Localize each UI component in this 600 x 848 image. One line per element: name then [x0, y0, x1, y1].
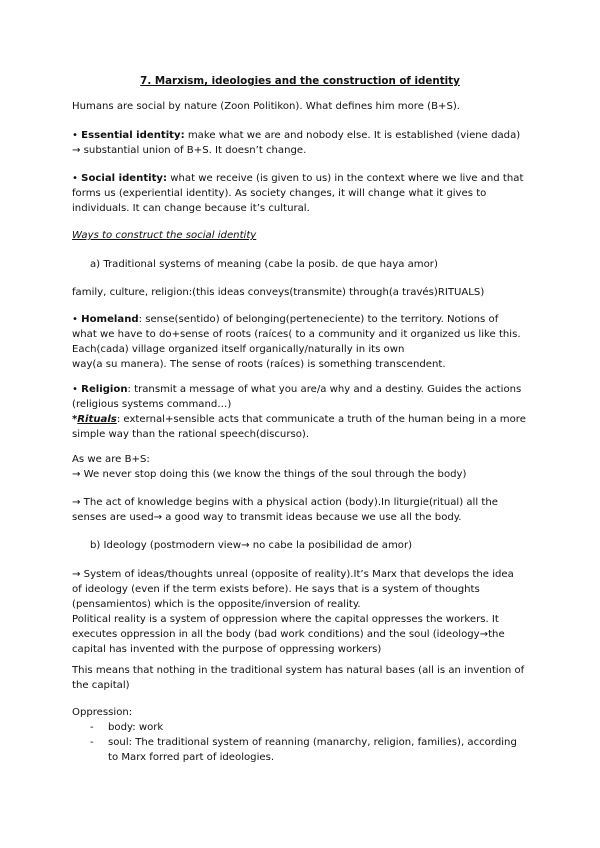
ideology-paragraph [72, 567, 530, 657]
means-paragraph [72, 663, 530, 693]
ideology-line-2: of ideology (even if the term exists before). He says that is a system of thoughts [72, 584, 480, 595]
rituals-label: Rituals [77, 414, 117, 425]
list-item-text: soul: The traditional system of reanning (manarchy, religion, families), according [108, 737, 517, 748]
homeland-paragraph [72, 312, 530, 372]
religion-line-3 [72, 412, 530, 427]
section-b-heading: b) Ideology (postmodern view→ no cabe la posibilidad de amor) [90, 540, 413, 551]
religion-paragraph [72, 382, 530, 442]
intro-paragraph [72, 99, 530, 114]
homeland-label: Homeland [81, 314, 139, 325]
ideology-line-4: Political reality is a system of oppression where the capital oppresses the workers. It [72, 614, 499, 625]
rituals-star: * [72, 414, 78, 425]
family-paragraph [72, 285, 530, 300]
list-dash: - [90, 722, 94, 733]
list-item-text: body: work [108, 722, 164, 733]
oppression-list [72, 720, 530, 768]
means-line-1: This means that nothing in the traditional system has natural bases (all is an invention of [72, 665, 525, 676]
ideology-line-6: capital has invented with the purpose of oppressing workers) [72, 644, 382, 655]
religion-line-1-text: : transmit a message of what you are/a why and a destiny. Guides the actions [127, 384, 522, 395]
homeland-line-2: what we have to do+sense of roots (raíces( to a community and it organized us like this. [72, 329, 521, 340]
list-item-text-line-2: to Marx forred part of ideologies. [108, 752, 275, 763]
knowledge-paragraph [72, 495, 530, 525]
homeland-line-3: Each(cada) village organized itself organically/naturally in its own [72, 344, 405, 355]
family-line: family, culture, religion:(this ideas conveys(transmite) through(a través)RITUALS) [72, 287, 485, 298]
social-line-2: forms us (experiential identity). As society changes, it will change what it gives to [72, 188, 487, 199]
essential-identity-paragraph [72, 128, 530, 158]
knowledge-line-2: senses are used→ a good way to transmit ideas because we use all the body. [72, 512, 462, 523]
ways-heading-block [72, 228, 530, 243]
bs-line-1: As we are B+S: [72, 454, 150, 465]
religion-line-1: • Religion: transmit a message of what you are/a why and a destiny. Guides the actions [72, 384, 522, 395]
homeland-line-4: way(a su manera). The sense of roots (raíces) is something transcendent. [72, 359, 446, 370]
section-a-heading: a) Traditional systems of meaning (cabe la posib. de que haya amor) [90, 259, 438, 270]
essential-line-1: • Essential identity: make what we are and nobody else. It is established (viene dada) [72, 130, 521, 141]
page-title: 7. Marxism, ideologies and the construction of identity [140, 75, 460, 87]
ideology-line-3: (pensamientos) which is the opposite/inversion of reality. [72, 599, 361, 610]
knowledge-line-1: → The act of knowledge begins with a physical action (body).In liturgie(ritual) all the [72, 497, 498, 508]
list-dash: - [90, 737, 94, 748]
essential-line-2: → substantial union of B+S. It doesn’t change. [72, 145, 307, 156]
social-identity-paragraph [72, 171, 530, 216]
essential-label: Essential identity: [81, 130, 185, 141]
ways-heading: Ways to construct the social identity [72, 230, 257, 241]
religion-label: Religion [81, 384, 128, 395]
social-line-3: individuals. It can change because it’s cultural. [72, 203, 310, 214]
homeland-line-1-text: : sense(sentido) of belonging(perteneciente) to the territory. Notions of [138, 314, 499, 325]
bs-paragraph [72, 452, 530, 482]
religion-line-2: (religious systems command…) [72, 399, 232, 410]
religion-line-3-text: : external+sensible acts that communicate a truth of the human being in a more [116, 414, 526, 425]
social-label: Social identity: [81, 173, 168, 184]
oppression-heading: Oppression: [72, 707, 133, 718]
homeland-line-1: • Homeland: sense(sentido) of belonging(perteneciente) to the territory. Notions of [72, 314, 499, 325]
social-line-1: • Social identity: what we receive (is given to us) in the context where we live and that [72, 173, 524, 184]
social-line-1-text: what we receive (is given to us) in the context where we live and that [167, 173, 524, 184]
essential-line-1-text: make what we are and nobody else. It is established (viene dada) [184, 130, 521, 141]
intro-text: Humans are social by nature (Zoon Politikon). What defines him more (B+S). [72, 101, 461, 112]
ideology-line-1: → System of ideas/thoughts unreal (opposite of reality).It’s Marx that develops the idea [72, 569, 514, 580]
bs-line-2: → We never stop doing this (we know the things of the soul through the body) [72, 469, 467, 480]
oppression-heading-block [72, 705, 530, 720]
means-line-2: the capital) [72, 680, 130, 691]
ideology-line-5: executes oppression in all the body (bad work conditions) and the soul (ideology→the [72, 629, 505, 640]
religion-line-4: simple way than the rational speech(discurso). [72, 429, 310, 440]
